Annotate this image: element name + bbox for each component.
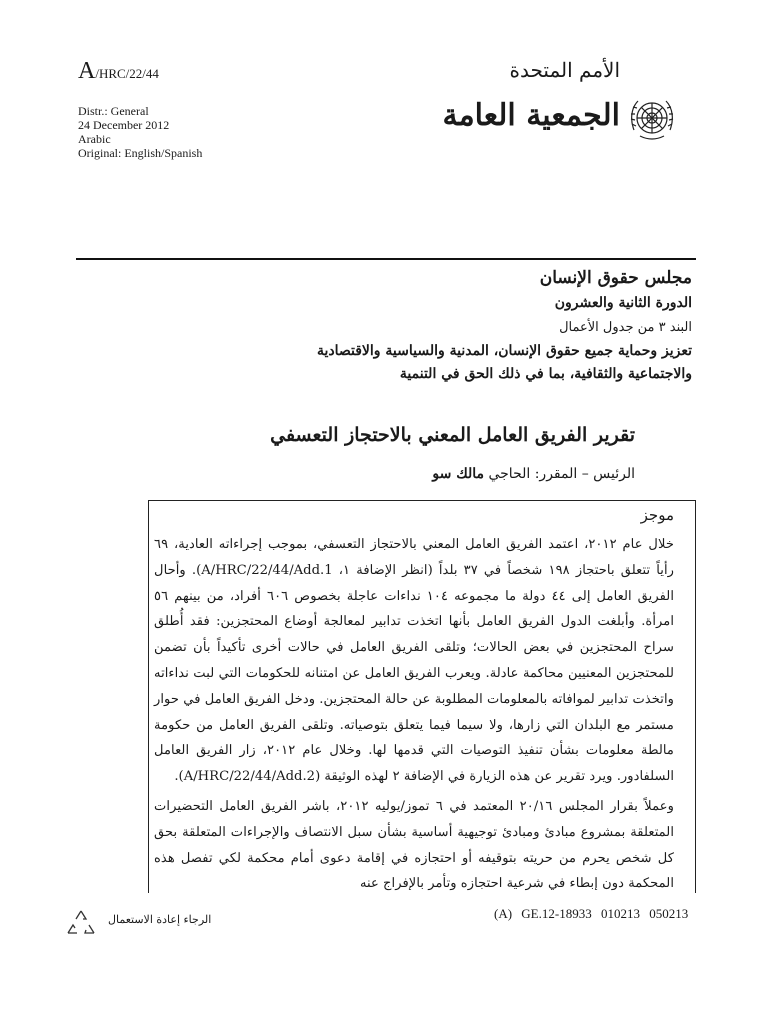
agenda-title-line2: والاجتماعية والثقافية، بما في ذلك الحق في التنمية [399,366,692,382]
distribution-language: Arabic [78,132,111,146]
report-title: تقرير الفريق العامل المعني بالاحتجاز التعسفي [270,424,635,446]
chair-label: الرئيس – المقرر: الحاجي [488,466,635,482]
symbol-rest: /HRC/22/44 [95,66,159,81]
agenda-item: البند ٣ من جدول الأعمال [559,320,692,335]
summary-heading: موجز [640,506,674,524]
document-code: (A) GE.12-18933 010213 050213 [494,906,689,921]
symbol-letter: A [78,58,96,84]
distribution-date: 24 December 2012 [78,118,170,132]
distribution-original: Original: English/Spanish [78,146,203,160]
chair-line [432,466,635,482]
council-name: مجلس حقوق الإنسان [539,268,692,288]
recycle-text: الرجاء إعادة الاستعمال [108,913,212,926]
session-name: الدورة الثانية والعشرون [554,295,692,311]
summary-paragraph-2: وعملاً بقرار المجلس ٢٠/١٦ المعتمد في ٦ تموز/يوليه ٢٠١٢، باشر الفريق العامل التحضيرات المتعلقة بمشروع مبادئ ومبادئ توجيهية أساسية بشأن سبل الانتصاف والإجراءات المتعلقة بحق كل شخص يحرم من حريته بتوقيفه أو احتجازه في إقامة دعوى أمام محكمة لكي تفصل هذه المحكمة دون إبطاء في شرعية احتجازه وتأمر بالإفراج عنه [154,799,674,892]
organization-name: الأمم المتحدة [509,58,620,82]
header-divider [76,258,696,260]
document-symbol [78,58,159,85]
distribution-line: Distr.: General [78,104,149,118]
recycle-icon [64,908,98,938]
distribution-block [78,104,202,160]
agenda-title-line1: تعزيز وحماية جميع حقوق الإنسان، المدنية والسياسية والاقتصادية [316,343,692,359]
un-emblem-icon [626,92,678,144]
chair-name: مالك سو [432,466,485,482]
general-assembly-title: الجمعية العامة [442,98,620,133]
summary-paragraph-1: خلال عام ٢٠١٢، اعتمد الفريق العامل المعني بالاحتجاز التعسفي، بموجب إجراءاته العادية، ٦٩ رأياً تتعلق باحتجاز ١٩٨ شخصاً في ٣٧ بلداً (انظر الإضافة ١، A/HRC/22/44/Add.1). وأحال الفريق العامل إلى ٤٤ دولة ما مجموعه ١٠٤ نداءات عاجلة بخصوص ٦٠٦ أفراد، من بينهم ٥٦ امرأة. وأبلغت الدول الفريق العامل بأنها اتخذت تدابير لمعالجة أوضاع المحتجزين: فقد أُطلق سراح المحتجزين في بعض الحالات؛ وتلقى الفريق العامل في حالات أخرى تأكيداً بأن تضمن للمحتجزين المعنيين محاكمة عادلة. ويعرب الفريق العامل عن امتنانه للحكومات التي لبت نداءاته واتخذت تدابير لموافاته بالمعلومات المطلوبة عن حالة المحتجزين. ودخل الفريق العامل في حوار مستمر مع البلدان التي زارها، ولا سيما فيما يتعلق بتوصياته. وتلقى الفريق العامل من حكومة مالطة معلومات بشأن تنفيذ التوصيات التي قدمها لها. وخلال عام ٢٠١٢، زار الفريق العامل السلفادور. ويرد تقرير عن هذه الزيارة في الإضافة ٢ لهذه الوثيقة (A/HRC/22/44/Add.2). [154,537,674,785]
